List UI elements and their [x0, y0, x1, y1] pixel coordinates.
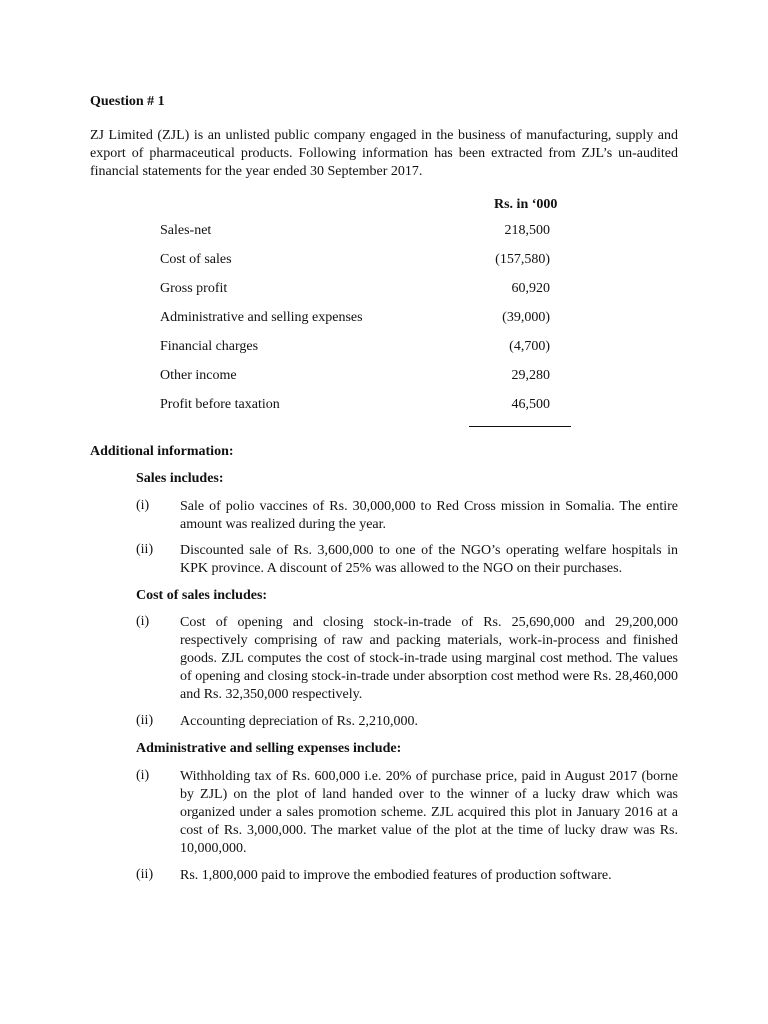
table-row	[160, 281, 550, 301]
row-amount: (4,700)	[509, 339, 550, 354]
table-row	[160, 223, 550, 243]
row-label: Gross profit	[160, 281, 228, 296]
table-row	[160, 397, 550, 417]
table-row	[160, 310, 550, 330]
row-amount: 218,500	[504, 223, 550, 238]
row-label: Profit before taxation	[160, 397, 280, 412]
item-number: (i)	[136, 768, 150, 783]
row-amount: 60,920	[511, 281, 550, 296]
row-label: Sales-net	[160, 223, 212, 238]
item-number: (ii)	[136, 867, 154, 882]
intro-paragraph: ZJ Limited (ZJL) is an unlisted public company engaged in the business of manufacturing, supply and export of pharmaceutical products. Following information has been extracted from ZJL’s un-audited financial statements for the year ended 30 September 2017.	[90, 128, 678, 179]
row-amount: (39,000)	[502, 310, 550, 325]
row-amount: 29,280	[511, 368, 550, 383]
row-label: Administrative and selling expenses	[160, 310, 363, 325]
item-text: Cost of opening and closing stock-in-trade of Rs. 25,690,000 and 29,200,000 respectively comprising of raw and packing materials, work-in-process and finished goods. ZJL computes the cost of stock-in-trade using marginal cost method. The values of opening and closing stock-in-trade under absorption cost method were Rs. 28,460,000 and Rs. 32,350,000 respectively.	[180, 615, 678, 702]
table-row	[160, 339, 550, 359]
row-amount: (157,580)	[495, 252, 550, 267]
unit-header: Rs. in ‘000	[494, 197, 558, 212]
section-heading-admin-expenses: Administrative and selling expenses include:	[136, 741, 402, 756]
item-text: Withholding tax of Rs. 600,000 i.e. 20% of purchase price, paid in August 2017 (borne by ZJL) on the plot of land handed over to the winner of a lucky draw which was organized under a sales promotion scheme. ZJL acquired this plot in January 2016 at a cost of Rs. 3,000,000. The market value of the plot at the time of lucky draw was Rs. 10,000,000.	[180, 769, 678, 856]
total-rule	[469, 426, 571, 427]
section-heading-cost-of-sales: Cost of sales includes:	[136, 588, 268, 603]
row-label: Other income	[160, 368, 237, 383]
row-label: Financial charges	[160, 339, 259, 354]
row-amount: 46,500	[511, 397, 550, 412]
section-heading-sales: Sales includes:	[136, 471, 224, 486]
item-number: (ii)	[136, 713, 154, 728]
table-row	[160, 368, 550, 388]
item-number: (i)	[136, 614, 150, 629]
table-row	[160, 252, 550, 272]
item-number: (ii)	[136, 542, 154, 557]
item-text: Sale of polio vaccines of Rs. 30,000,000 to Red Cross mission in Somalia. The entire amount was realized during the year.	[180, 499, 678, 532]
item-text: Discounted sale of Rs. 3,600,000 to one of the NGO’s operating welfare hospitals in KPK province. A discount of 25% was allowed to the NGO on their purchases.	[180, 543, 678, 576]
row-label: Cost of sales	[160, 252, 232, 267]
question-title: Question # 1	[90, 94, 165, 109]
item-number: (i)	[136, 498, 150, 513]
item-text: Rs. 1,800,000 paid to improve the embodied features of production software.	[180, 868, 612, 883]
item-text: Accounting depreciation of Rs. 2,210,000.	[180, 714, 418, 729]
additional-info-heading: Additional information:	[90, 444, 234, 459]
